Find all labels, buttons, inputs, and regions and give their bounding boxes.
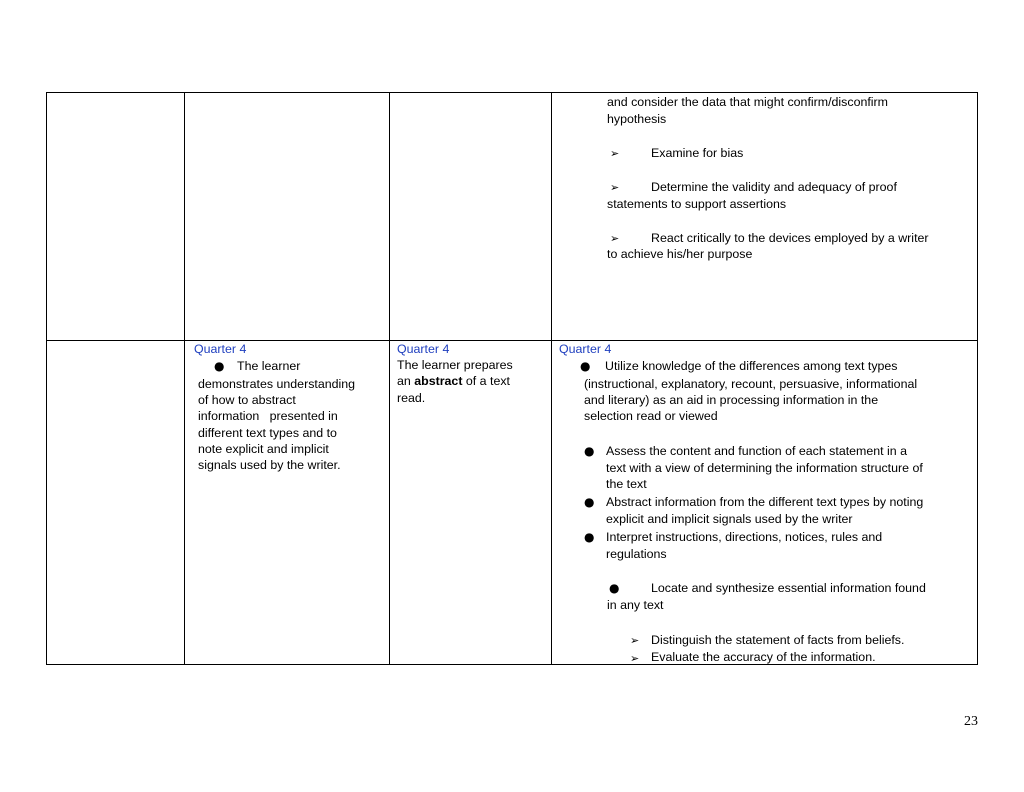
arrow-bullet-icon: ➢ <box>630 652 640 665</box>
list-item-continuation: in any text <box>607 598 664 612</box>
list-item-continuation: statements to support assertions <box>607 197 787 211</box>
list-item: Locate and synthesize essential information found <box>651 581 926 595</box>
text-line: different text types and to <box>198 426 337 440</box>
text-line: and consider the data that might confirm/disconfirm <box>607 95 888 109</box>
bullet-icon: ● <box>580 359 591 373</box>
table-row-divider <box>46 340 978 341</box>
list-item-continuation: and literary) as an aid in processing information in the <box>584 393 879 407</box>
list-item-continuation: the text <box>606 477 647 491</box>
quarter-heading: Quarter 4 <box>397 342 450 356</box>
table-left-border <box>46 92 47 665</box>
arrow-bullet-icon: ➢ <box>610 147 620 160</box>
list-item: Assess the content and function of each statement in a <box>606 444 908 458</box>
list-item-continuation: explicit and implicit signals used by the writer <box>606 512 853 526</box>
text-line: hypothesis <box>607 112 667 126</box>
text-line: signals used by the writer. <box>198 458 341 472</box>
table-column-divider <box>184 92 185 665</box>
text-line: note explicit and implicit <box>198 442 329 456</box>
arrow-bullet-icon: ➢ <box>610 232 620 245</box>
list-item: Examine for bias <box>651 146 744 160</box>
list-item-continuation: to achieve his/her purpose <box>607 247 753 261</box>
text-line <box>397 373 510 390</box>
bullet-icon: ● <box>584 444 595 458</box>
list-item: Utilize knowledge of the differences among text types <box>605 359 898 373</box>
table-top-border <box>46 92 978 93</box>
text-line: demonstrates understanding <box>198 377 356 391</box>
bold-term: abstract <box>414 374 463 388</box>
text-line: of how to abstract <box>198 393 296 407</box>
quarter-heading: Quarter 4 <box>194 342 247 356</box>
list-item: Interpret instructions, directions, notices, rules and <box>606 530 883 544</box>
text-line: The learner prepares <box>397 358 513 372</box>
table-column-divider <box>389 92 390 665</box>
list-item: React critically to the devices employed by a writer <box>651 231 929 245</box>
arrow-bullet-icon: ➢ <box>610 181 620 194</box>
bullet-icon: ● <box>584 530 595 544</box>
list-item-continuation: (instructional, explanatory, recount, persuasive, informational <box>584 377 918 391</box>
page-number: 23 <box>964 714 978 729</box>
sub-list-item: Distinguish the statement of facts from beliefs. <box>651 633 905 647</box>
text-line: read. <box>397 391 426 405</box>
list-item: The learner <box>237 359 301 373</box>
table-column-divider <box>551 92 552 665</box>
list-item: Abstract information from the different text types by noting <box>606 495 924 509</box>
list-item-continuation: selection read or viewed <box>584 409 718 423</box>
text-line: information presented in <box>198 409 338 423</box>
list-item-continuation: regulations <box>606 547 667 561</box>
sub-list-item: Evaluate the accuracy of the information. <box>651 650 876 664</box>
table-right-border <box>977 92 978 665</box>
list-item: Determine the validity and adequacy of proof <box>651 180 897 194</box>
bullet-icon: ● <box>214 359 225 373</box>
text-fragment: of a text <box>462 374 510 388</box>
quarter-heading: Quarter 4 <box>559 342 612 356</box>
arrow-bullet-icon: ➢ <box>630 634 640 647</box>
bullet-icon: ● <box>584 495 595 509</box>
bullet-icon: ● <box>609 581 620 595</box>
list-item-continuation: text with a view of determining the information structure of <box>606 461 923 475</box>
text-fragment: an <box>397 374 415 388</box>
